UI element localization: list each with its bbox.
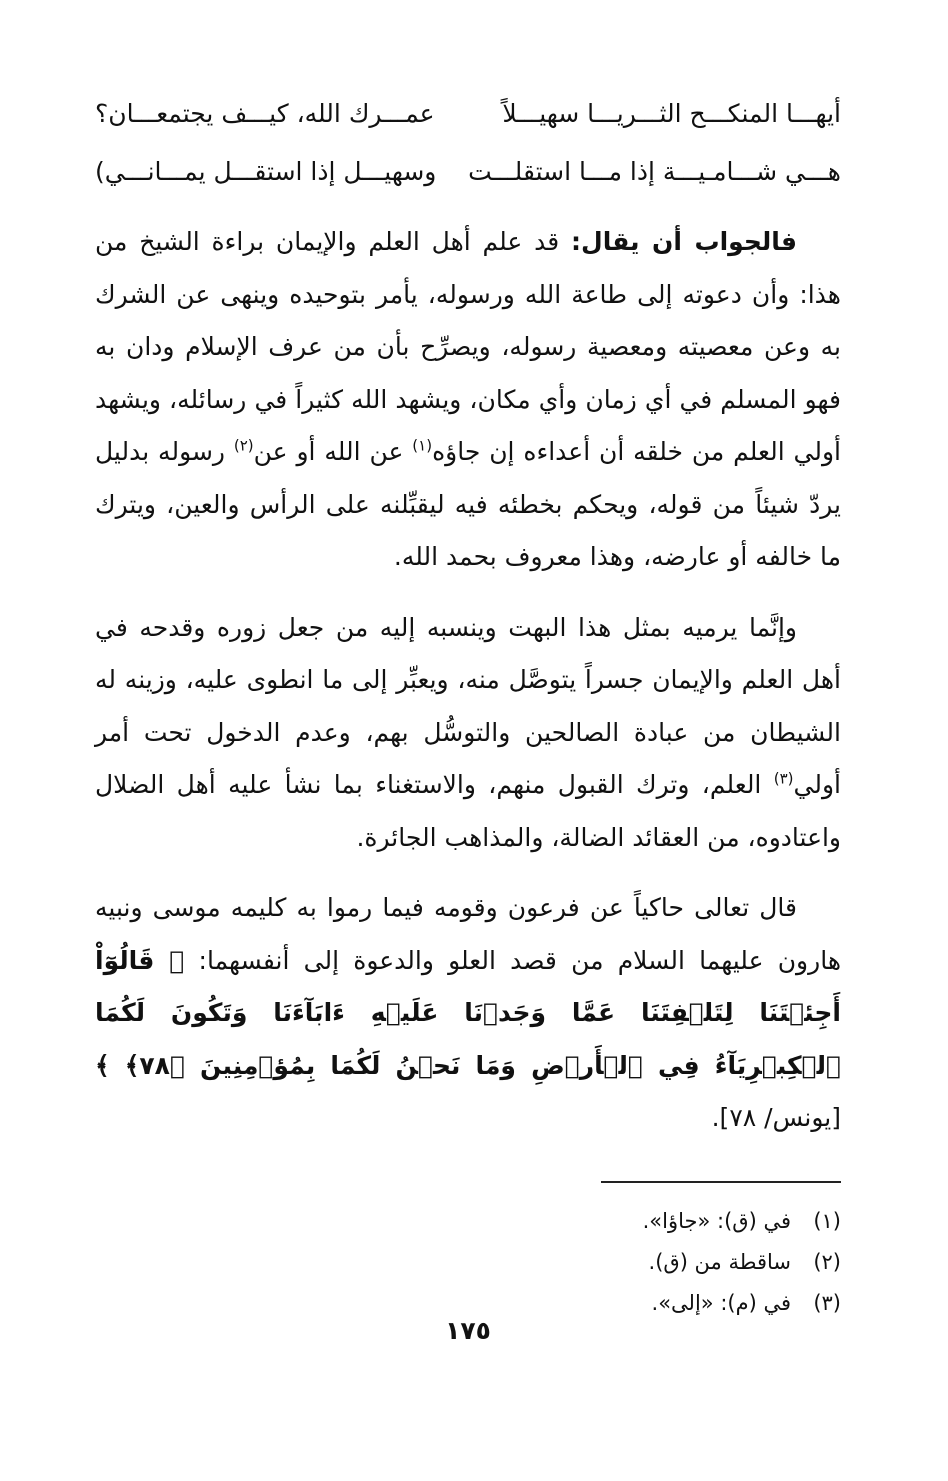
paragraph-answer bbox=[95, 216, 841, 584]
footnote-separator bbox=[601, 1181, 841, 1183]
paragraph-accusers bbox=[95, 602, 841, 865]
poem-verse bbox=[95, 94, 841, 144]
paragraph-text: رسوله بدليل يردّ شيئاً من قوله، ويحكم بخطئه فيه ليقبِّلنه على الرأس والعين، ويترك ما خالفه أو عارضه، وهذا معروف بحمد الله. bbox=[95, 437, 841, 571]
quran-reference: [يونس/ ٧٨]. bbox=[711, 1103, 841, 1132]
footnote-number: (٢) bbox=[813, 1249, 841, 1274]
footnote-number: (٣) bbox=[813, 1290, 841, 1315]
paragraph-text: العلم، وترك القبول منهم، والاستغناء بما نشأ عليه أهل الضلال واعتادوه، من العقائد الضالة، والمذاهب الجائرة. bbox=[95, 770, 841, 852]
footnote-text: في (ق): «جاؤا». bbox=[642, 1208, 791, 1233]
poem-hemistich-first: هـــي شـــامـيـــة إذا مـــا استقلـــت bbox=[468, 157, 841, 186]
page-number: ١٧٥ bbox=[445, 1316, 491, 1345]
paragraph-text: عن الله أو عن bbox=[253, 437, 413, 466]
paragraph-text: قد علم أهل العلم والإيمان براءة الشيخ من هذا: وأن دعوته إلى طاعة الله ورسوله، يأمر بتوحيده وينهى عن الشرك به وعن معصيته ومعصية رسوله، ويصرِّح بأن من عرف الإسلام ودان به فهو المسلم في أي زمان وأي مكان، ويشهد الله كثيراً في رسائله، ويشهد أولي العلم من خلقه أن أعداءه إن جاؤه bbox=[95, 227, 842, 466]
answer-lead: فالجواب أن يقال: bbox=[571, 227, 797, 256]
poem-verse bbox=[95, 152, 841, 202]
footnote-marker: (٣) bbox=[773, 769, 794, 788]
poem-hemistich-second: عمـــرك الله، كيـــف يجتمعـــان؟ bbox=[95, 99, 435, 128]
footnote-item bbox=[95, 1201, 841, 1242]
footnotes bbox=[95, 1201, 841, 1324]
poem-hemistich-second: وسهيـــل إذا استقـــل يمـــانـــي) bbox=[95, 157, 437, 186]
paragraph-quran-citation bbox=[95, 882, 841, 1145]
footnote-marker: (٢) bbox=[233, 436, 254, 455]
footnote-number: (١) bbox=[813, 1208, 841, 1233]
footnote-text: ساقطة من (ق). bbox=[648, 1249, 791, 1274]
poem-hemistich-first: أيهـــا المنكـــح الثـــريـــا سهيـــلاً bbox=[502, 99, 841, 128]
footnote-item bbox=[95, 1242, 841, 1283]
paragraph-text: قال تعالى حاكياً عن فرعون وقومه فيما رموا به كليمه موسى ونبيه هارون عليهما السلام من قصد العلو والدعوة إلى أنفسهما: bbox=[95, 893, 842, 975]
poem bbox=[95, 88, 841, 208]
book-page bbox=[95, 88, 842, 1345]
footnote-marker: (١) bbox=[412, 436, 433, 455]
footnote-text: في (م): «إلى». bbox=[651, 1290, 791, 1315]
quran-verse: ﴿ قَالُوٓاْ أَجِئۡتَنَا لِتَلۡفِتَنَا عَمَّا وَجَدۡنَا عَلَيۡهِ ءَابَآءَنَا وَتَكُونَ لَكُمَا ٱلۡكِبۡرِيَآءُ فِي ٱلۡأَرۡضِ وَمَا نَحۡنُ لَكُمَا بِمُؤۡمِنِينَ ﴿٧٨﴾ ﴾ bbox=[95, 945, 841, 1080]
paragraph-text: وإنَّما يرميه بمثل هذا البهت وينسبه إليه من جعل زوره وقدحه في أهل العلم والإيمان جسراً يتوصَّل منه، ويعبِّر إلى ما انطوى عليه، وزينه له الشيطان من عبادة الصالحين والتوسُّل بهم، وعدم الدخول تحت أمر أولي bbox=[95, 612, 841, 799]
